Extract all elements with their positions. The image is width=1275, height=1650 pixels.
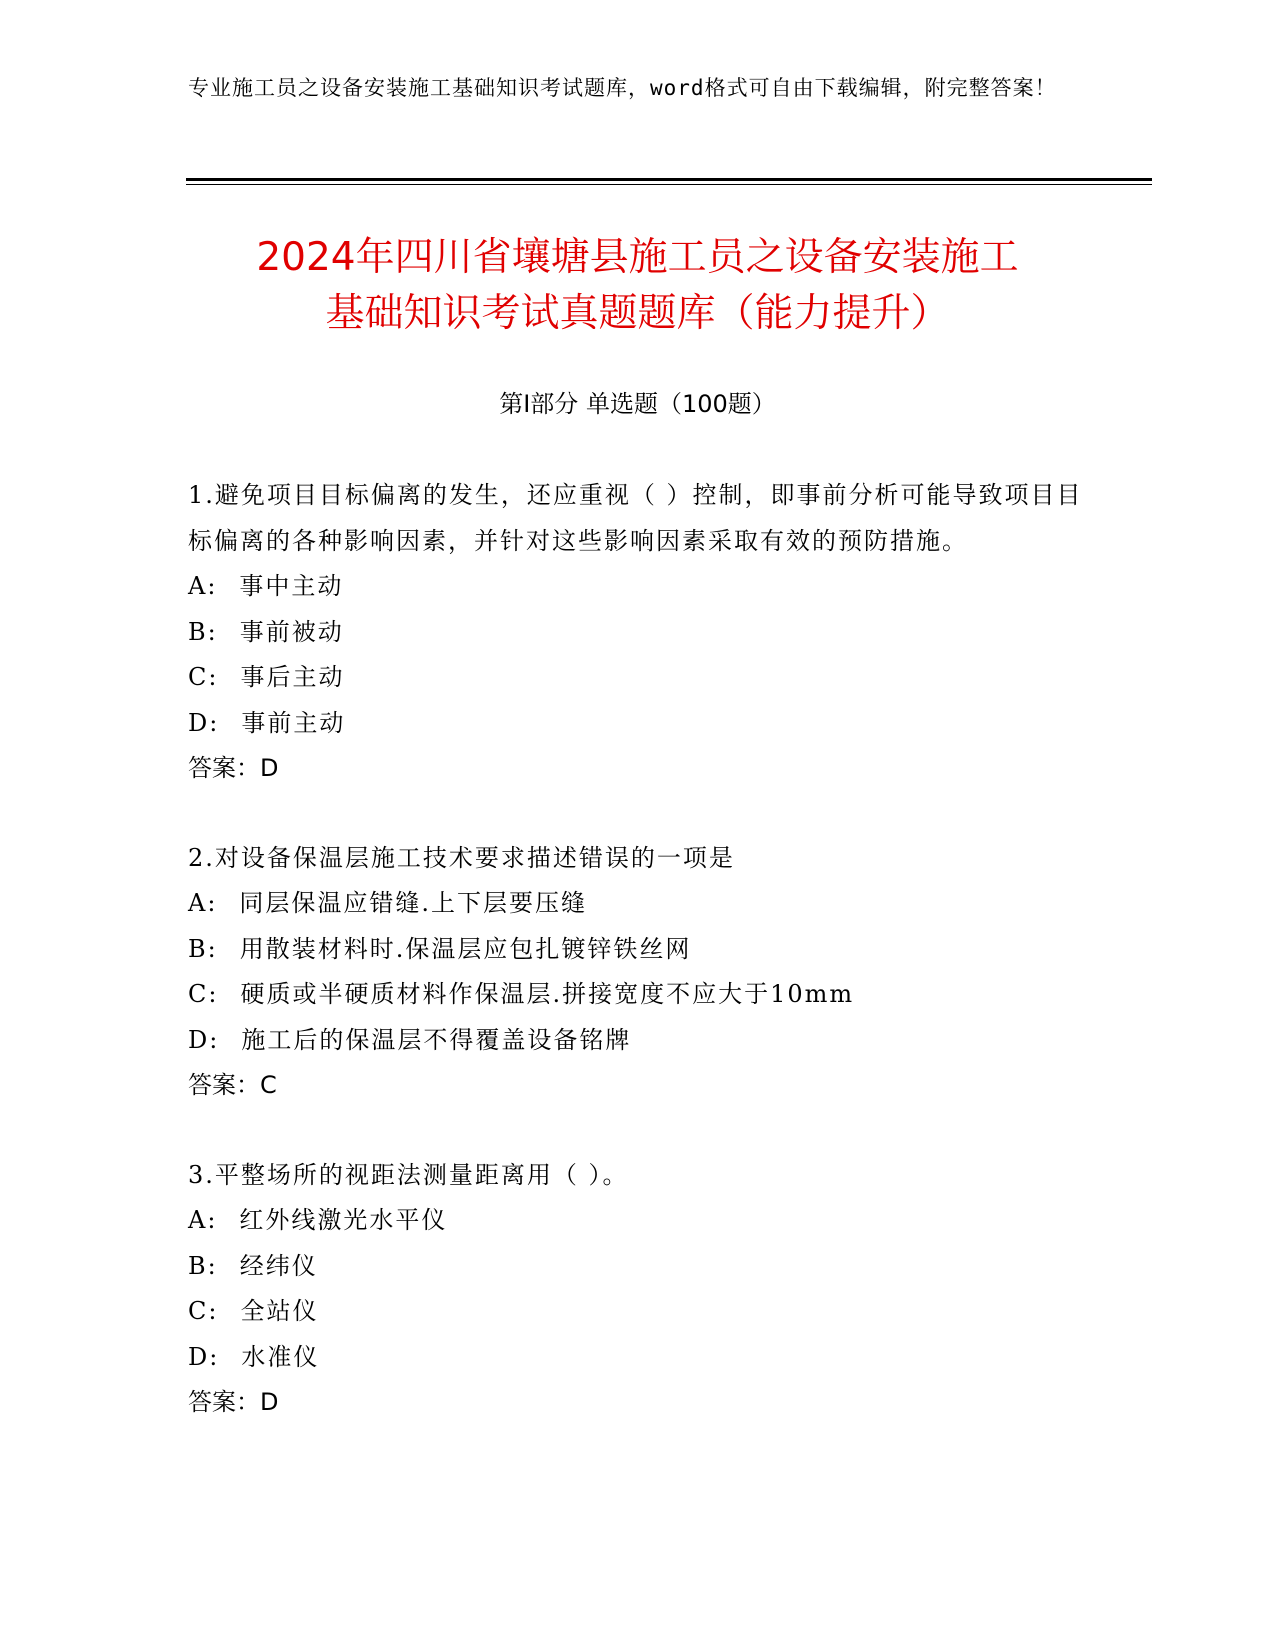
title-line-2: 基础知识考试真题题库（能力提升） bbox=[325, 291, 950, 336]
option-d bbox=[188, 1018, 1088, 1064]
option-text: 水准仪 bbox=[241, 1342, 320, 1371]
option-letter: B: bbox=[188, 934, 218, 963]
question-stem: 2.对设备保温层施工技术要求描述错误的一项是 bbox=[188, 843, 735, 872]
question-stem: 1.避免项目目标偏离的发生，还应重视（ ）控制，即事前分析可能导致项目目标偏离的各种影响因素，并针对这些影响因素采取有效的预防措施。 bbox=[188, 481, 1083, 555]
option-text: 事中主动 bbox=[239, 572, 344, 600]
option-d bbox=[188, 1335, 1088, 1381]
option-a bbox=[188, 1198, 1088, 1244]
question-3 bbox=[188, 1153, 1088, 1426]
question-1 bbox=[188, 473, 1088, 792]
option-letter: A: bbox=[188, 889, 218, 917]
option-letter: B: bbox=[188, 617, 218, 646]
option-letter: B: bbox=[188, 1251, 218, 1280]
question-stem: 3.平整场所的视距法测量距离用（ ）。 bbox=[188, 1160, 629, 1189]
option-d bbox=[188, 701, 1088, 747]
option-letter: C: bbox=[188, 663, 219, 691]
option-text: 经纬仪 bbox=[239, 1251, 318, 1280]
option-c bbox=[188, 1289, 1088, 1335]
option-text: 事前被动 bbox=[239, 617, 344, 646]
option-letter: D: bbox=[188, 1025, 220, 1054]
option-text: 施工后的保温层不得覆盖设备铭牌 bbox=[241, 1025, 632, 1054]
option-letter: A: bbox=[188, 1206, 218, 1234]
option-text: 用散装材料时.保温层应包扎镀锌铁丝网 bbox=[239, 934, 692, 963]
option-letter: A: bbox=[188, 572, 218, 600]
document-title bbox=[150, 230, 1125, 342]
option-b bbox=[188, 927, 1088, 973]
option-c bbox=[188, 655, 1088, 701]
option-letter: C: bbox=[188, 980, 219, 1008]
section-heading: 第Ⅰ部分 单选题（100题） bbox=[499, 390, 776, 418]
option-a bbox=[188, 564, 1088, 610]
header-divider-thick bbox=[186, 178, 1152, 181]
intro-text: 专业施工员之设备安装施工基础知识考试题库，word格式可自由下载编辑，附完整答案！ bbox=[188, 76, 1057, 100]
title-line-1: 2024年四川省壤塘县施工员之设备安装施工 bbox=[256, 235, 1019, 280]
option-letter: D: bbox=[188, 708, 220, 737]
option-a bbox=[188, 881, 1088, 927]
option-text: 红外线激光水平仪 bbox=[239, 1206, 448, 1234]
question-list bbox=[188, 473, 1088, 1470]
option-letter: C: bbox=[188, 1297, 219, 1325]
option-b bbox=[188, 1244, 1088, 1290]
option-text: 硬质或半硬质材料作保温层.拼接宽度不应大于10mm bbox=[240, 980, 855, 1008]
option-text: 事后主动 bbox=[240, 663, 345, 691]
option-c bbox=[188, 972, 1088, 1018]
option-letter: D: bbox=[188, 1342, 220, 1371]
question-2 bbox=[188, 836, 1088, 1109]
header-divider-thin bbox=[186, 184, 1152, 185]
option-b bbox=[188, 610, 1088, 656]
answer-line: 答案：C bbox=[188, 1071, 277, 1099]
answer-line: 答案：D bbox=[188, 1388, 279, 1416]
answer-line: 答案：D bbox=[188, 754, 279, 782]
option-text: 事前主动 bbox=[241, 708, 346, 737]
option-text: 同层保温应错缝.上下层要压缝 bbox=[239, 889, 588, 917]
option-text: 全站仪 bbox=[240, 1297, 319, 1325]
